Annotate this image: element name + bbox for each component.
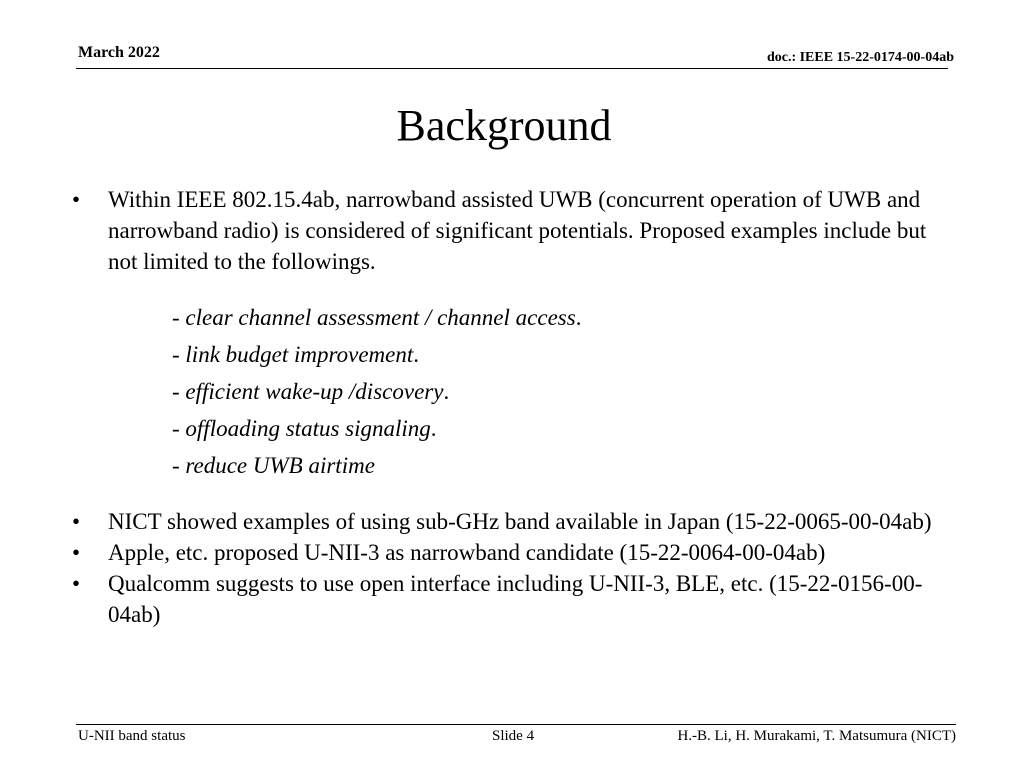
sub-item-text: clear channel assessment / channel access (185, 305, 576, 330)
bullet-icon: • (72, 187, 81, 212)
sub-item-text: offloading status signaling (185, 416, 431, 441)
sub-item-suffix: . (413, 342, 419, 367)
sub-list (172, 299, 946, 484)
sub-item (172, 373, 946, 410)
bullet-text: Apple, etc. proposed U-NII-3 as narrowband candidate (15-22-0064-00-04ab) (108, 540, 826, 565)
sub-item-prefix: - (172, 416, 186, 441)
sub-item-suffix: . (575, 305, 582, 330)
sub-item-prefix: - (172, 342, 186, 367)
sub-item (172, 447, 946, 484)
bullet-text: Within IEEE 802.15.4ab, narrowband assisted UWB (concurrent operation of UWB and narrowband radio) is considered of significant potentials. Proposed examples include but not limited to the followings. (108, 187, 927, 274)
header-divider (76, 68, 948, 69)
sub-item-prefix: - (172, 379, 186, 404)
sub-item-prefix: - (172, 453, 186, 478)
sub-item (172, 336, 946, 373)
bullet-text: Qualcomm suggests to use open interface including U-NII-3, BLE, etc. (15-22-0156-00-04ab) (108, 571, 923, 627)
footer-divider (76, 724, 956, 725)
sub-item (172, 299, 946, 336)
bullet-item (66, 184, 946, 277)
sub-item-suffix: . (443, 379, 450, 404)
header-date: March 2022 (78, 44, 160, 61)
sub-item-text: efficient wake-up /discovery (185, 379, 444, 404)
slide-body (66, 184, 946, 630)
bullet-icon: • (72, 509, 81, 534)
sub-item-suffix: . (430, 416, 437, 441)
bullet-icon: • (72, 571, 81, 596)
footer-topic: U-NII band status (78, 728, 186, 744)
slide-title: Background (396, 101, 612, 150)
bullet-icon: • (72, 540, 81, 565)
footer-authors: H.-B. Li, H. Murakami, T. Matsumura (NICT) (677, 728, 956, 744)
sub-item (172, 410, 946, 447)
sub-item-prefix: - (172, 305, 186, 330)
header-doc-id: doc.: IEEE 15-22-0174-00-04ab (766, 50, 954, 65)
sub-item-text: link budget improvement (185, 342, 414, 367)
bullet-item (66, 537, 946, 568)
bullet-item (66, 506, 946, 537)
sub-item-text: reduce UWB airtime (185, 453, 375, 478)
footer-slide-number: Slide 4 (492, 728, 535, 744)
bullet-text: NICT showed examples of using sub-GHz band available in Japan (15-22-0065-00-04ab) (108, 509, 932, 534)
bullet-item (66, 568, 946, 630)
